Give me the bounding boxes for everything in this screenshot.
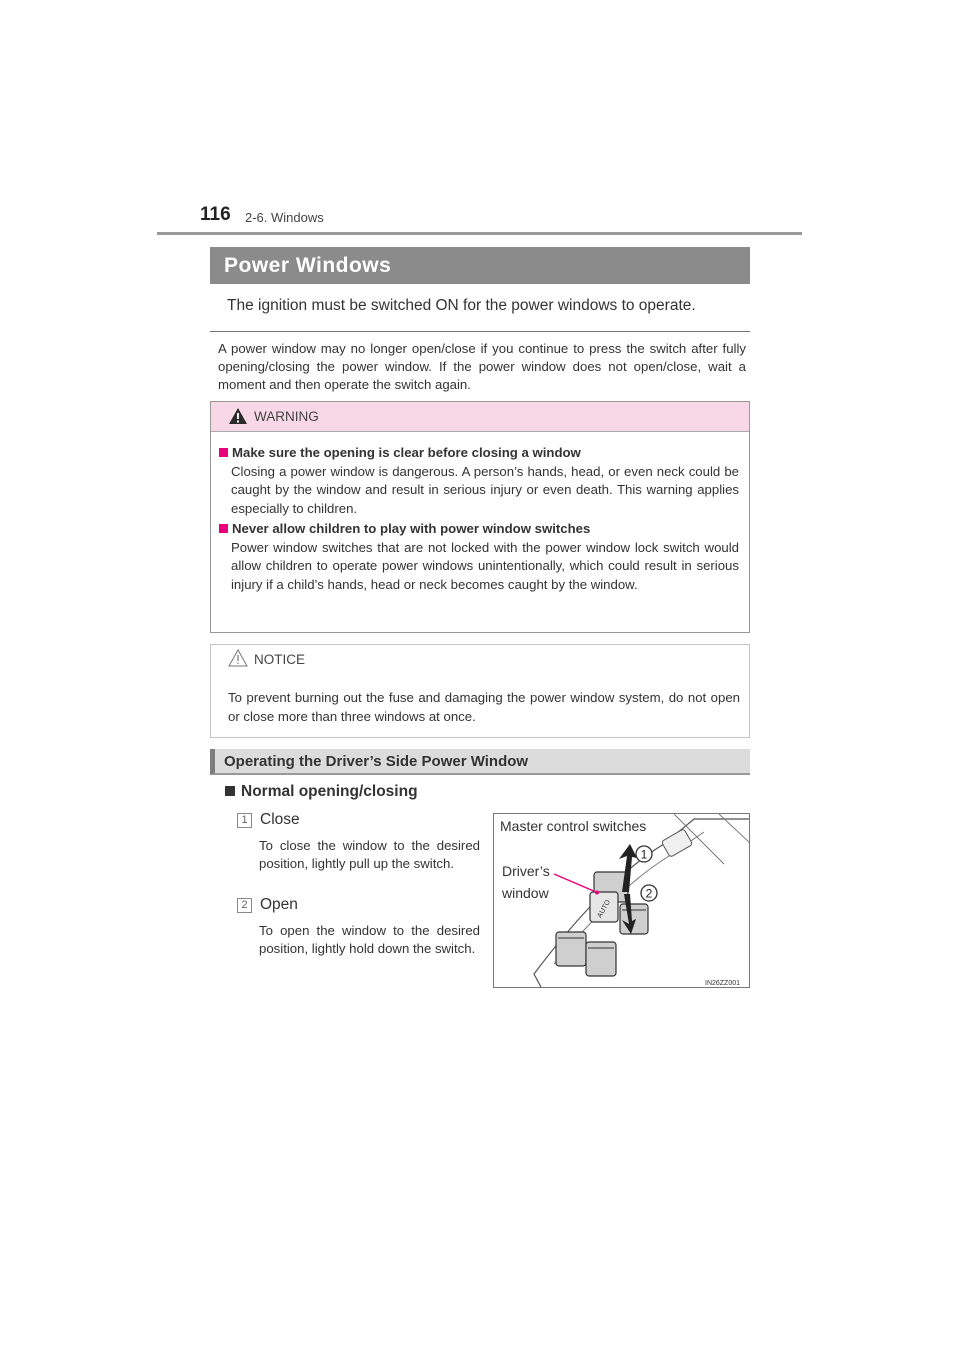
warning-item-title: Never allow children to play with power window switches [211,520,749,539]
warning-label: WARNING [254,409,319,424]
callout-1: 1 [640,847,648,862]
master-switch-illustration [494,814,750,988]
master-switch-figure [493,813,750,988]
step-label: Open [260,896,298,913]
switch-label: AUTO [596,898,613,920]
warning-triangle-icon [228,407,248,430]
notice-label: NOTICE [254,652,306,667]
note-text: A power window may no longer open/close if you continue to press the switch after fully opening/closing the power window. If the power window does not open/close, wait a moment and then operate the switch again. [218,341,746,392]
intro-text: The ignition must be switched ON for the power windows to operate. [227,297,696,314]
section-header: Operating the Driver’s Side Power Window [210,749,750,775]
pink-square-bullet-icon [219,524,228,533]
callout-2: 2 [645,886,653,901]
warning-box [210,401,750,633]
step-number: 1 [237,813,252,828]
warning-body [211,444,749,596]
warning-header [211,402,749,432]
step-text: To close the window to the desired position, lightly pull up the switch. [259,838,480,871]
step-text: To open the window to the desired position, lightly hold down the switch. [259,923,480,956]
step-label: Close [260,811,300,828]
figure-code: IN26ZZ001 [705,980,741,987]
notice-text: To prevent burning out the fuse and damaging the power window system, do not open or close more than three windows at once. [228,690,740,724]
section-reference: 2-6. Windows [245,210,324,225]
pink-square-bullet-icon [219,448,228,457]
figure-caption: Master control switches [500,818,647,834]
warning-item-text: Closing a power window is dangerous. A person’s hands, head, or even neck could be caught by the window and result in serious injury or even death. This warning applies especially to children. [231,463,739,516]
step-number: 2 [237,898,252,913]
warning-item-text: Power window switches that are not locked with the power window lock switch would allow children to operate power windows unintentionally, which could result in serious injury if a child’s hands, head or neck becomes caught by the window. [231,539,739,592]
drivers-window-label: window [502,885,549,901]
square-bullet-icon [225,786,235,796]
intro-divider [210,331,750,332]
subsection-title: Normal opening/closing [225,783,418,801]
header-divider [157,232,802,235]
warning-item-title: Make sure the opening is clear before closing a window [211,444,749,463]
notice-box [210,644,750,738]
notice-triangle-icon [228,649,248,672]
page-number: 116 [200,204,231,225]
drivers-window-label: Driver’s [502,863,550,879]
page-title: Power Windows [210,247,750,284]
